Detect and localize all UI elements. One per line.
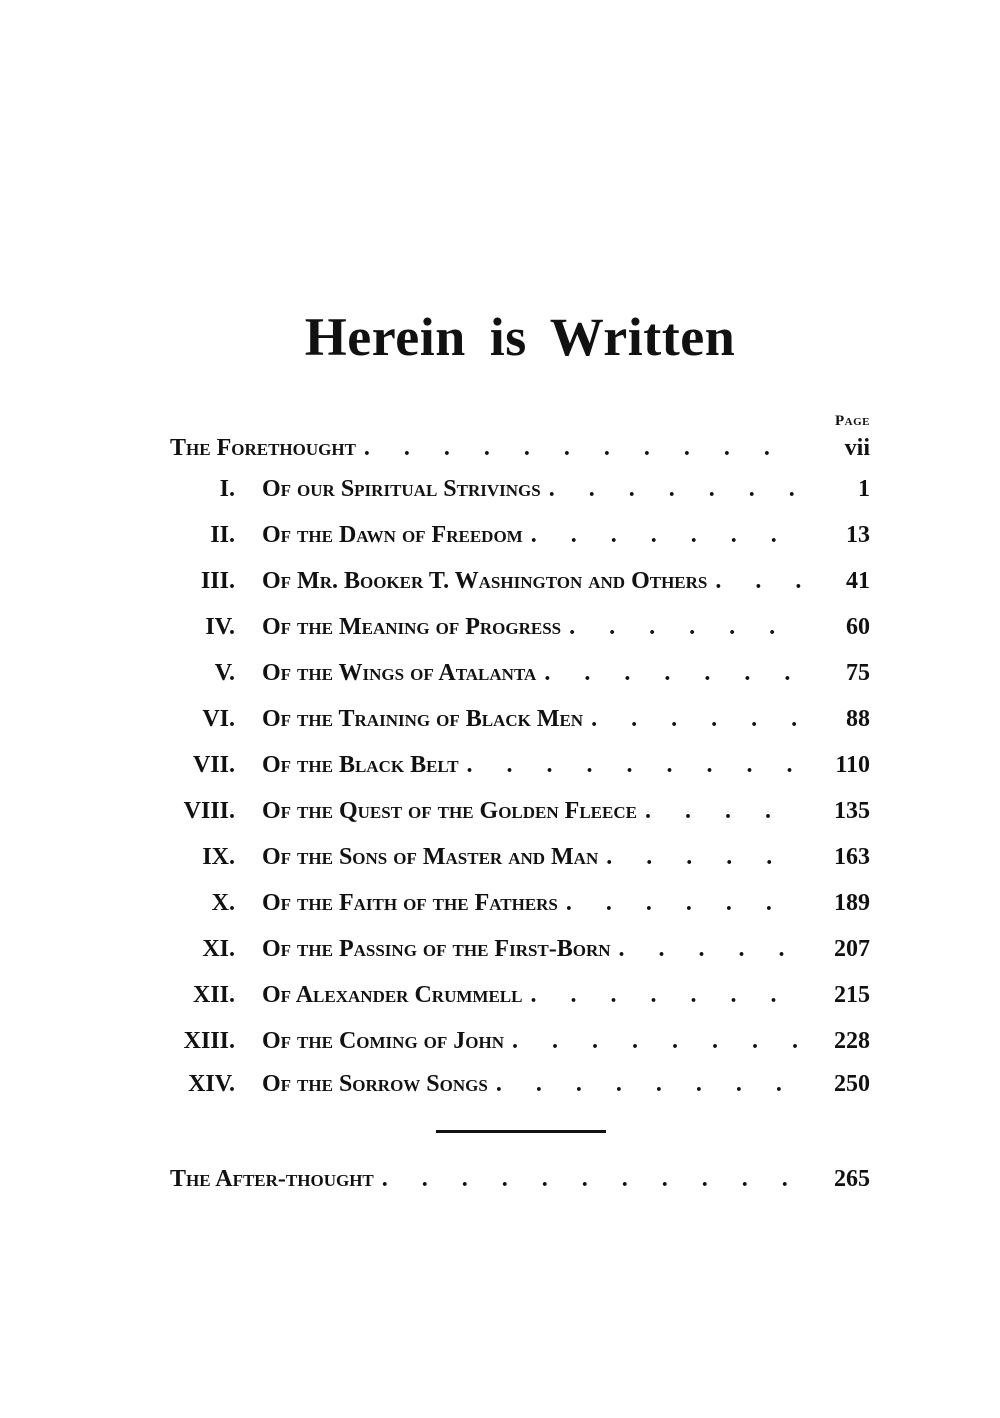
dot-leader (522, 977, 802, 1013)
toc-entry-text (262, 793, 802, 829)
toc-entry-chapter (0, 885, 1000, 921)
chapter-title: Of the Wings of Atalanta (262, 660, 537, 686)
chapter-numeral: V. (214, 660, 235, 686)
dot-leader (611, 931, 802, 967)
dot-leader (504, 1023, 802, 1059)
toc-page-number: 265 (834, 1166, 870, 1192)
toc-entry-text (262, 931, 802, 967)
chapter-title: Of the Coming of John (262, 1028, 504, 1054)
chapter-numeral: XII. (192, 982, 235, 1008)
toc-page-number: 60 (846, 614, 870, 640)
toc-entry-chapter (0, 655, 1000, 691)
toc-entry-text (262, 609, 802, 645)
chapter-title: Of the Training of Black Men (262, 706, 584, 732)
chapter-numeral: VII. (192, 752, 235, 778)
chapter-numeral: XIV. (188, 1071, 235, 1097)
toc-page-number: vii (844, 435, 870, 461)
toc-entry-chapter (0, 517, 1000, 553)
dot-leader (583, 701, 802, 737)
dot-leader (523, 517, 802, 553)
toc-entry-chapter (0, 701, 1000, 737)
chapter-title: Of the Faith of the Fathers (262, 890, 558, 916)
toc-entry-text (262, 471, 802, 507)
toc-page-number: 207 (834, 936, 870, 962)
dot-leader (374, 1161, 802, 1197)
dot-leader (541, 471, 802, 507)
toc-entry-chapter (0, 471, 1000, 507)
chapter-numeral: IV. (205, 614, 235, 640)
chapter-title: Of Mr. Booker T. Washington and Others (262, 568, 708, 594)
chapter-numeral: X. (211, 890, 235, 916)
toc-entry-text (262, 563, 802, 599)
chapter-numeral: III. (200, 568, 235, 594)
toc-entry-text (262, 1066, 802, 1102)
toc-entry-chapter (0, 839, 1000, 875)
toc-entry-text (262, 977, 802, 1013)
chapter-title: Of Alexander Crummell (262, 982, 523, 1008)
toc-entry-text (262, 747, 802, 783)
chapter-numeral: XI. (202, 936, 235, 962)
dot-leader (707, 563, 802, 599)
toc-entry-chapter (0, 563, 1000, 599)
dot-leader (637, 793, 802, 829)
toc-entry-chapter (0, 931, 1000, 967)
toc-page-number: 163 (834, 844, 870, 870)
toc-entry-chapter (0, 977, 1000, 1013)
dot-leader (356, 430, 802, 466)
chapter-title: Of our Spiritual Strivings (262, 476, 541, 502)
toc-page-number: 88 (846, 706, 870, 732)
toc-entry-text (170, 430, 802, 466)
toc-page-number: 135 (834, 798, 870, 824)
chapter-title: Of the Dawn of Freedom (262, 522, 523, 548)
page-column-header: Page (835, 413, 870, 429)
chapter-title: Of the Meaning of Progress (262, 614, 562, 640)
dot-leader (459, 747, 802, 783)
toc-entry-text (262, 655, 802, 691)
page-title: Herein is Written (304, 307, 736, 367)
dot-leader (598, 839, 802, 875)
toc-entry-chapter (0, 793, 1000, 829)
toc-page-number: 250 (834, 1071, 870, 1097)
chapter-numeral: VI. (202, 706, 235, 732)
toc-page-number: 41 (846, 568, 870, 594)
toc-page-number: 215 (834, 982, 870, 1008)
toc-entry-text (262, 839, 802, 875)
toc-entry-chapter (0, 747, 1000, 783)
toc-entry-title: The After-thought (170, 1166, 374, 1192)
chapter-numeral: II. (210, 522, 235, 548)
toc-entry-text (262, 701, 802, 737)
toc-entry-title: The Forethought (170, 435, 356, 461)
toc-entry-afterthought (0, 1161, 1000, 1197)
toc-entry-text (262, 885, 802, 921)
toc-page-number: 75 (846, 660, 870, 686)
chapter-title: Of the Sons of Master and Man (262, 844, 599, 870)
dot-leader (488, 1066, 802, 1102)
toc-page-number: 228 (834, 1028, 870, 1054)
chapter-title: Of the Quest of the Golden Fleece (262, 798, 637, 824)
chapter-numeral: VIII. (183, 798, 235, 824)
section-divider (436, 1130, 606, 1133)
chapter-numeral: IX. (202, 844, 235, 870)
toc-entry-chapter (0, 1066, 1000, 1102)
toc-page-number: 1 (858, 476, 870, 502)
toc-entry-chapter (0, 1023, 1000, 1059)
toc-entry-chapter (0, 609, 1000, 645)
toc-page-number: 13 (846, 522, 870, 548)
chapter-title: Of the Sorrow Songs (262, 1071, 488, 1097)
dot-leader (558, 885, 802, 921)
toc-entry-text (170, 1161, 802, 1197)
chapter-title: Of the Passing of the First-Born (262, 936, 611, 962)
toc-entry-text (262, 517, 802, 553)
toc-entry-text (262, 1023, 802, 1059)
chapter-numeral: XIII. (183, 1028, 235, 1054)
toc-entry-forethought (0, 430, 1000, 466)
dot-leader (561, 609, 802, 645)
toc-page-number: 189 (834, 890, 870, 916)
toc-page-number: 110 (835, 752, 870, 778)
dot-leader (536, 655, 802, 691)
chapter-numeral: I. (219, 476, 235, 502)
chapter-title: Of the Black Belt (262, 752, 459, 778)
